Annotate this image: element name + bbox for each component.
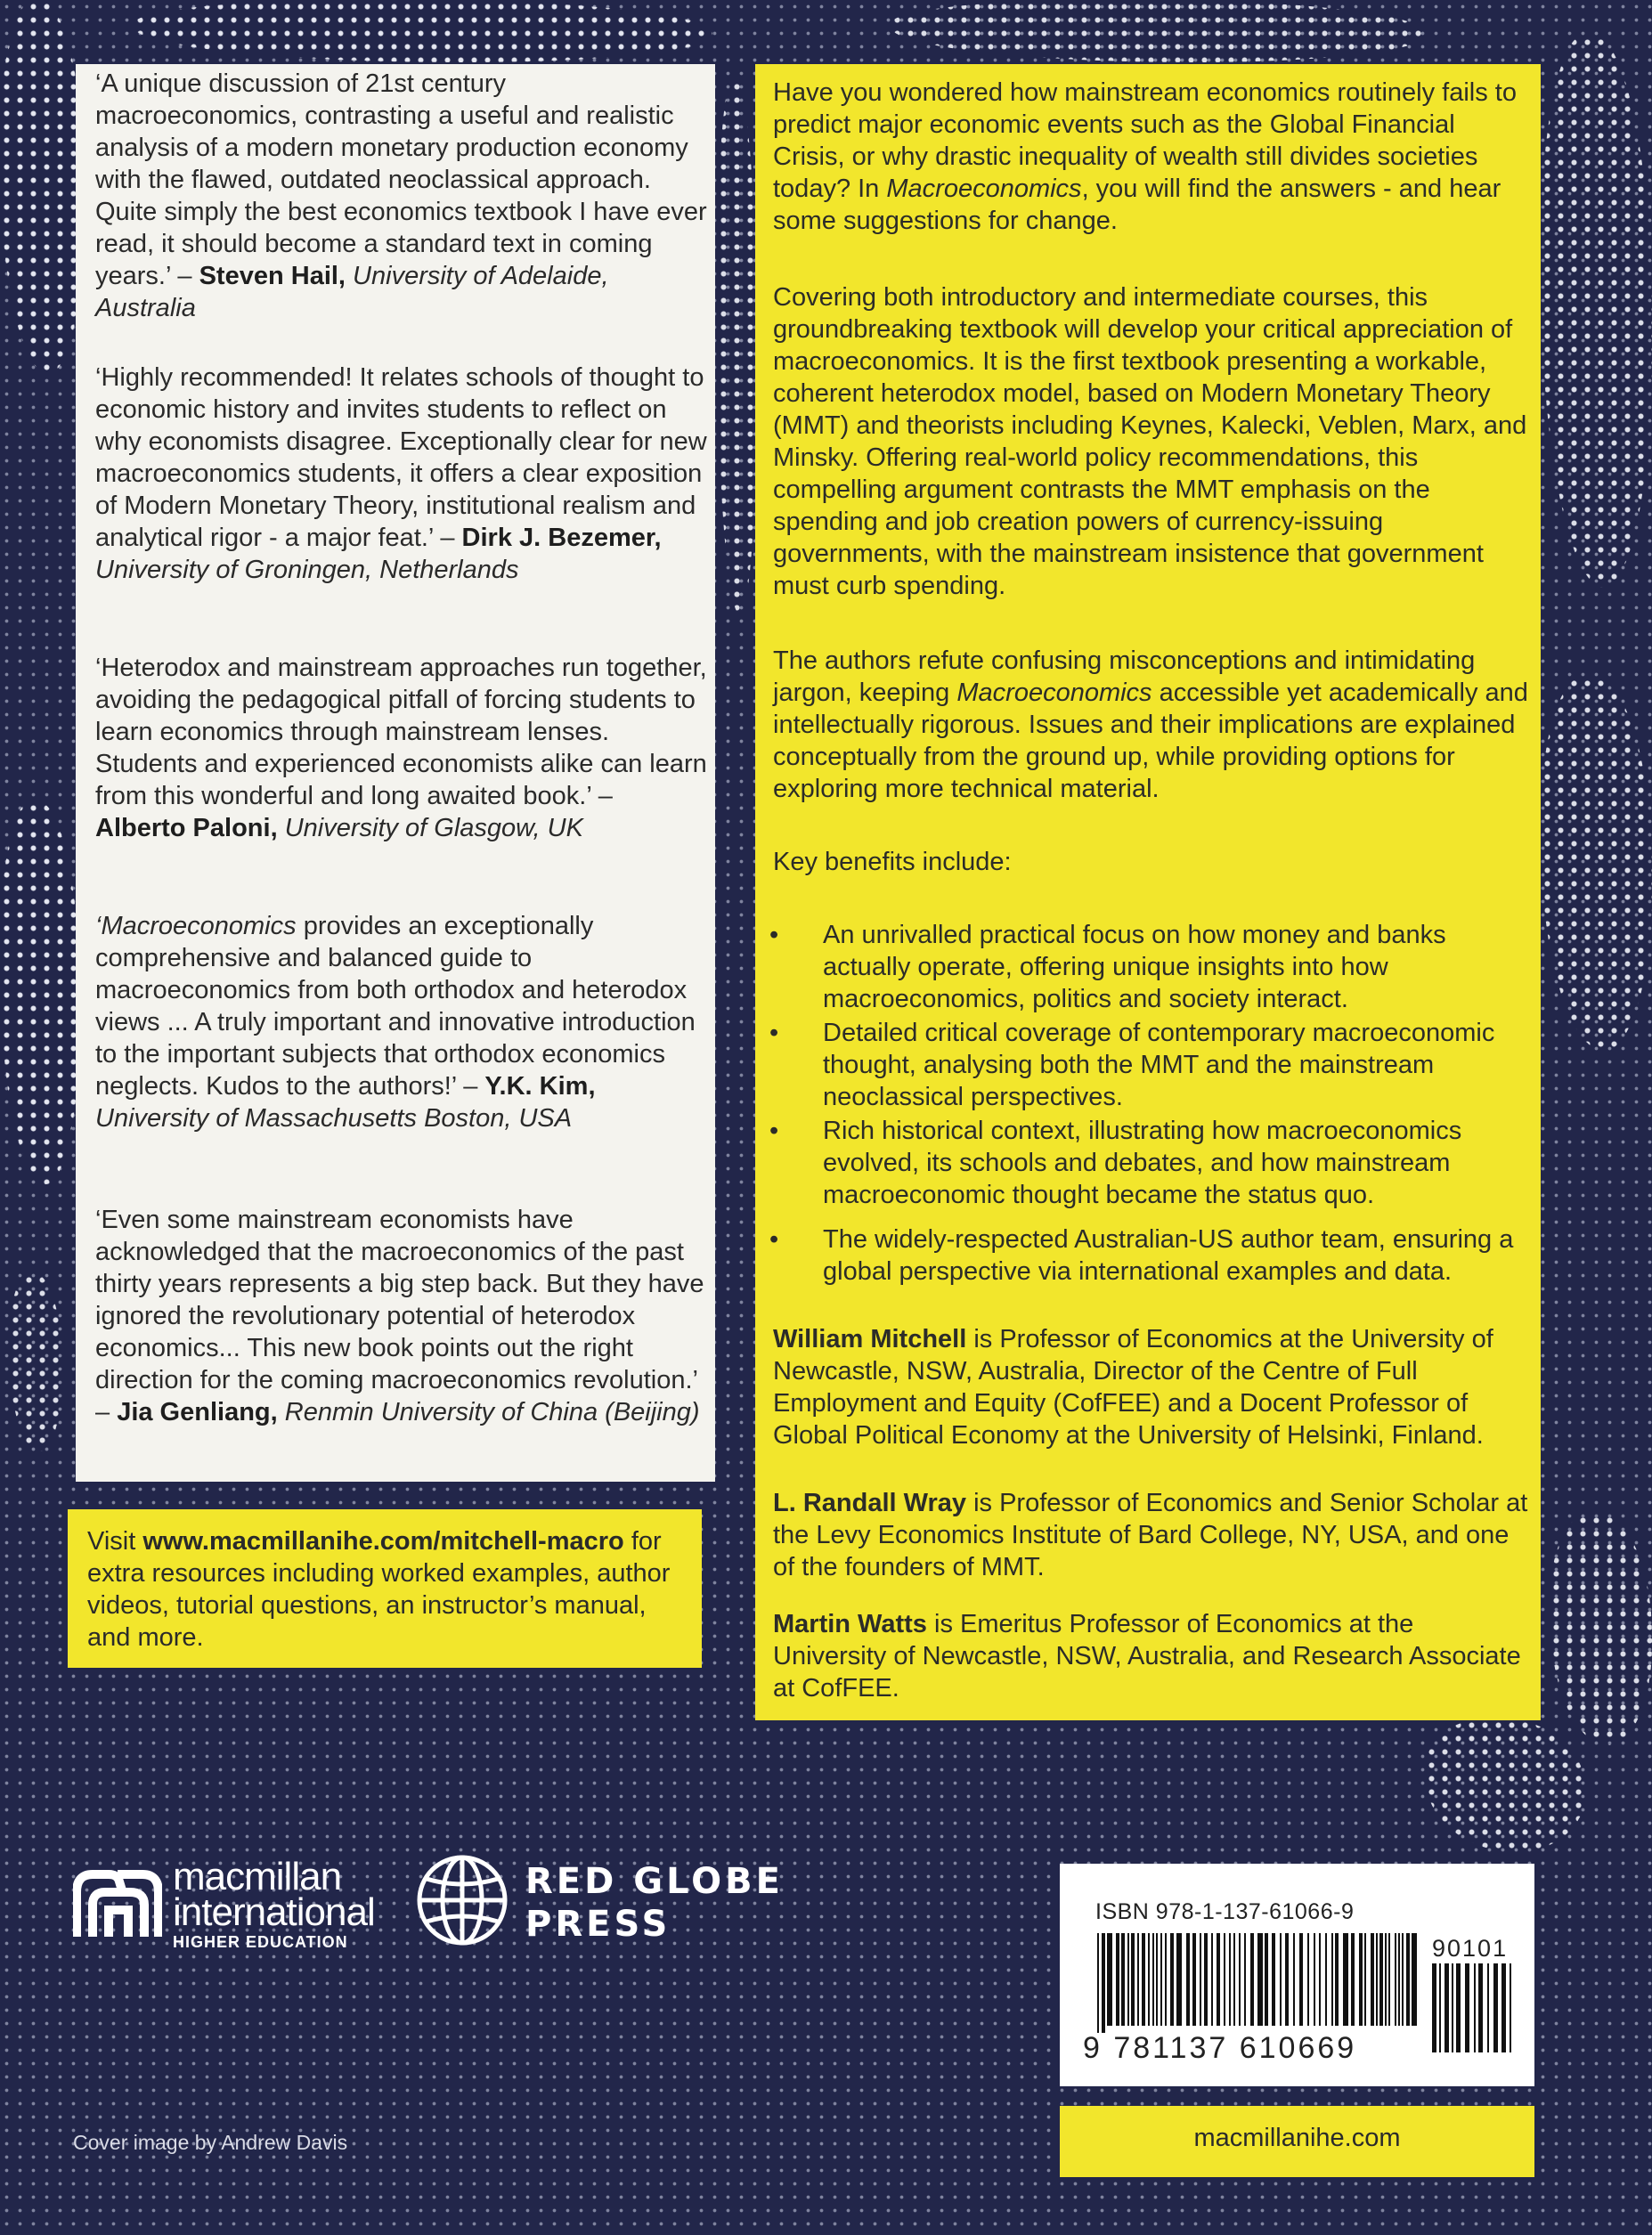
barcode-bar <box>1127 1933 1129 2026</box>
barcode-bar <box>1148 1933 1150 2026</box>
author-name: L. Randall Wray <box>773 1489 967 1517</box>
price-code-bar <box>1493 1963 1498 2052</box>
website-link[interactable]: macmillanihe.com <box>1193 2124 1401 2152</box>
endorsement-affiliation: University of Adelaide, Australia <box>95 262 609 322</box>
resources-panel <box>68 1509 702 1668</box>
map-dots-decoration <box>9 1273 62 1451</box>
price-code-bar <box>1510 1963 1511 2052</box>
map-dots-decoration <box>0 0 85 374</box>
macmillan-tagline: HIGHER EDUCATION <box>173 1933 348 1951</box>
barcode-bar <box>1211 1933 1213 2026</box>
map-dots-decoration <box>1541 36 1652 588</box>
isbn-number: ISBN 978-1-137-61066-9 <box>1095 1899 1355 1924</box>
barcode-bar <box>1364 1933 1366 2026</box>
description-paragraph: The authors refute confusing misconceptions and intimidating jargon, keeping Macroeconomics accessible yet academically and intellectually rigorous. Issues and their implications are explained conceptually from the ground up, while providing options for exploring more technical material. <box>773 646 1528 803</box>
endorsement-author: Y.K. Kim, <box>484 1072 596 1101</box>
red-globe-wordmark: RED GLOBE <box>525 1861 784 1902</box>
barcode-bar <box>1379 1933 1383 2026</box>
barcode-bar <box>1285 1933 1289 2026</box>
macmillan-logo <box>73 1855 394 1953</box>
barcode-bar <box>1395 1933 1396 2026</box>
barcode-digits: 9 781137 610669 <box>1083 2031 1357 2065</box>
author-bio: Martin Watts is Emeritus Professor of Economics at the University of Newcastle, NSW, Australia, and Research Associate at CofFEE. <box>773 1610 1521 1703</box>
barcode-bar <box>1314 1933 1315 2026</box>
endorsement-quote: ‘Highly recommended! It relates schools of thought to economic history and invites students to reflect on why economists disagree. Exceptionally clear for new macroeconomics students, it offers a clear exposition of Modern Monetary Theory, institutional realism and analytical rigor - a major feat.’ – Dirk J. Bezemer, University of Groningen, Netherlands <box>95 363 707 584</box>
endorsement-affiliation: University of Massachusetts Boston, USA <box>95 1104 573 1133</box>
resources-url: www.macmillanihe.com/mitchell-macro <box>142 1527 624 1556</box>
book-description-panel: Have you wondered how mainstream economics routinely fails to predict major economic events such as the Global Financial Crisis, or why drastic inequality of wealth still divides societies today? In Macroeconomics, you will find the answers - and hear some suggestions for change. Covering both introductory and intermediate courses, this groundbreaking textbook will develop your critical appreciation of macroeconomics. It is the first textbook presenting a workable, coherent heterodox model, based on Modern Monetary Theory (MMT) and theorists including Keynes, Kalecki, Veblen, Marx, and Minsky. Offering real-world policy recommendations, this compelling argument contrasts the MMT emphasis on the spending and job creation powers of currency-issuing governments, with the mainstream insistence that government must curb spending. The authors refute confusing misconceptions and intimidating jargon, keeping Macroeconomics accessible yet academically and intellectually rigorous. Issues and their implications are explained conceptually from the ground up, while providing options for exploring more technical material. Key benefits include: • An unrivalled practical focus on how money and banks actually operate, offering unique insights into how macroeconomics, politics and society interact. • Detailed critical coverage of contemporary macroeconomic thought, analysing both the MMT and the mainstream neoclassical perspectives. • Rich historical context, illustrating how macroeconomics evolved, its schools and debates, and how mainstream macroeconomic thought became the status quo. • The widely-respected Australian-US author team, ensuring a global perspective via international examples and data. William Mitchell is Professor of Economics at the University of Newcastle, NSW, Australia, Director of the Centre of Full Employment and Equity (CofFEE) and a Docent Professor of Global Political Economy at the University of Helsinki, Finland. L. Randall Wray is Professor of Economics and Senior Scholar at the Levy Economics Institute of Bard College, NY, USA, and one of the founders of MMT. Martin Watts is Emeritus Professor of Economics at the University of Newcastle, NSW, Australia, and Research Associate at CofFEE. <box>755 64 1541 1720</box>
endorsement-author: Jia Genliang, <box>117 1398 278 1426</box>
barcode-bar <box>1406 1933 1410 2026</box>
endorsement-affiliation: University of Glasgow, UK <box>277 814 583 842</box>
endorsement-author: Steven Hail, <box>199 262 346 290</box>
barcode-bar <box>1376 1933 1378 2026</box>
barcode-bar <box>1265 1933 1268 2026</box>
map-dots-decoration <box>891 0 1425 62</box>
barcode-bar <box>1170 1933 1174 2026</box>
macmillan-wordmark-line2: international <box>173 1890 375 1934</box>
endorsement-quote: ‘Macroeconomics provides an exceptionally comprehensive and balanced guide to macroeconomics from both orthodox and heterodox views ... A truly important and innovative introduction to the important subjects that orthodox economics neglects. Kudos to the authors!’ – Y.K. Kim, University of Massachusetts Boston, USA <box>95 912 696 1133</box>
barcode-bar <box>1165 1933 1167 2026</box>
macmillan-wordmark: macmillan <box>173 1855 342 1898</box>
barcode-bar <box>1402 1933 1404 2026</box>
barcode-bar <box>1343 1933 1348 2026</box>
author-name: William Mitchell <box>773 1325 967 1353</box>
endorsement-quote: ‘Even some mainstream economists have acknowledged that the macroeconomics of the past thirty years represents a big step back. But they have ignored the revolutionary potential of heterodox economics... This new book points out the right direction for the coming macroeconomics revolution.’ – Jia Genliang, Renmin University of China (Beijing) <box>95 1206 704 1426</box>
barcode-bar <box>1307 1933 1309 2026</box>
endorsement-author: Alberto Paloni, <box>95 814 278 842</box>
macmillan-wave-icon <box>73 1862 162 1942</box>
endorsement-affiliation: University of Groningen, Netherlands <box>95 556 519 584</box>
price-code-bar <box>1456 1963 1461 2052</box>
description-paragraph: Covering both introductory and intermediate courses, this groundbreaking textbook will develop your critical appreciation of macroeconomics. It is the first textbook presenting a workable, coherent heterodox model, based on Modern Monetary Theory (MMT) and theorists including Keynes, Kalecki, Veblen, Marx, and Minsky. Offering real-world policy recommendations, this compelling argument contrasts the MMT emphasis on the spending and job creation powers of currency-issuing governments, with the mainstream insistence that government must curb spending. <box>773 283 1527 600</box>
barcode-bar <box>1239 1933 1241 2026</box>
barcode-bar <box>1142 1933 1145 2026</box>
barcode-bar <box>1335 1933 1339 2026</box>
barcode-bar <box>1217 1933 1220 2026</box>
barcode-bar <box>1299 1933 1303 2026</box>
endorsements-panel <box>76 64 715 1482</box>
price-code-bar <box>1432 1963 1436 2052</box>
barcode-bar <box>1331 1933 1333 2026</box>
barcode-bar <box>1131 1933 1135 2026</box>
bullet-icon: • <box>769 1225 779 1254</box>
barcode-bar <box>1186 1933 1190 2026</box>
barcode-bar <box>1233 1933 1235 2026</box>
bullet-icon: • <box>769 1019 779 1047</box>
barcode-bar <box>1325 1933 1327 2026</box>
barcode-bar <box>1137 1933 1139 2026</box>
barcode-bar <box>1388 1933 1390 2026</box>
barcode-bar <box>1107 1933 1112 2026</box>
barcode-bar <box>1293 1933 1295 2026</box>
map-dots-decoration <box>1425 1719 1585 1852</box>
price-code-bar <box>1487 1963 1489 2052</box>
press-wordmark: PRESS <box>525 1904 671 1945</box>
barcode-bar <box>1257 1933 1263 2026</box>
bullet-icon: • <box>769 921 779 949</box>
red-globe-press-logo <box>414 1850 784 1953</box>
barcode-bar <box>1319 1933 1321 2026</box>
map-dots-decoration <box>134 0 712 62</box>
barcode-bar <box>1244 1933 1246 2026</box>
price-code-bar <box>1444 1963 1449 2052</box>
barcode-bar <box>1176 1933 1182 2026</box>
benefits-heading: Key benefits include: <box>773 848 1012 876</box>
barcode-bar <box>1272 1933 1275 2026</box>
barcode-bar <box>1156 1933 1158 2026</box>
barcode-bar <box>1351 1933 1355 2026</box>
price-code-bar <box>1452 1963 1453 2052</box>
barcode-bar <box>1204 1933 1208 2026</box>
barcode-bar <box>1160 1933 1162 2026</box>
barcode-bar <box>1385 1933 1387 2026</box>
barcode-bar <box>1200 1933 1201 2026</box>
endorsement-quote: ‘Heterodox and mainstream approaches run together, avoiding the pedagogical pitfall of forcing students to learn economics through mainstream lenses. Students and experienced economists alike can learn from this wonderful and long awaited book.’ – Alberto Paloni, University of Glasgow, UK <box>95 654 707 842</box>
price-code-bar <box>1474 1963 1476 2052</box>
barcode-bar <box>1192 1933 1196 2026</box>
barcode-bar <box>1250 1933 1254 2026</box>
endorsement-author: Dirk J. Bezemer, <box>461 524 662 552</box>
barcode-bar <box>1371 1933 1374 2026</box>
barcode-bar <box>1229 1933 1231 2026</box>
barcode-bar <box>1280 1933 1282 2026</box>
website-panel <box>1060 2106 1534 2177</box>
barcode-bar <box>1359 1933 1363 2026</box>
resources-text: Visit www.macmillanihe.com/mitchell-macro for extra resources including worked examples, author videos, tutorial questions, an instructor’s manual, and more. <box>87 1527 671 1652</box>
map-dots-decoration <box>0 801 80 1184</box>
bullet-icon: • <box>769 1117 779 1145</box>
globe-icon <box>414 1852 510 1948</box>
map-dots-decoration <box>1550 1514 1652 1745</box>
price-code-bar <box>1465 1963 1469 2052</box>
barcode-bar <box>1412 1933 1417 2026</box>
description-paragraph: Have you wondered how mainstream economics routinely fails to predict major economic events such as the Global Financial Crisis, or why drastic inequality of wealth still divides societies today? In Macroeconomics, you will find the answers - and hear some suggestions for change. <box>773 78 1517 235</box>
cover-credit: Cover image by Andrew Davis <box>73 2131 348 2154</box>
price-code-bar <box>1478 1963 1483 2052</box>
price-code-bar <box>1439 1963 1441 2052</box>
map-dots-decoration <box>1541 677 1652 1051</box>
map-dots-decoration <box>717 80 757 614</box>
barcode-bar <box>1116 1933 1119 2026</box>
barcode-bar <box>1398 1933 1400 2026</box>
author-name: Martin Watts <box>773 1610 927 1638</box>
endorsement-quote: ‘A unique discussion of 21st century macroeconomics, contrasting a useful and realistic analysis of a modern monetary production economy with the flawed, outdated neoclassical approach. Quite simply the best economics textbook I have ever read, it should become a standard text in coming years.’ – Steven Hail, University of Adelaide, Australia <box>95 69 707 322</box>
barcode-bar <box>1097 1933 1099 2033</box>
barcode-bar <box>1121 1933 1125 2026</box>
price-code: 90101 <box>1432 1935 1509 1962</box>
price-code-bar <box>1501 1963 1506 2052</box>
author-bio: L. Randall Wray is Professor of Economics and Senior Scholar at the Levy Economics Institute of Bard College, NY, USA, and one of the founders of MMT. <box>773 1489 1528 1581</box>
barcode-bar <box>1102 1933 1105 2033</box>
endorsement-affiliation: Renmin University of China (Beijing) <box>277 1398 700 1426</box>
barcode-bar <box>1152 1933 1154 2026</box>
author-bio: William Mitchell is Professor of Economics at the University of Newcastle, NSW, Australia, Director of the Centre of Full Employment and Equity (CofFEE) and a Docent Professor of Global Political Economy at the University of Helsinki, Finland. <box>773 1325 1493 1450</box>
isbn-barcode <box>1060 1864 1534 2086</box>
barcode-bar <box>1224 1933 1225 2026</box>
